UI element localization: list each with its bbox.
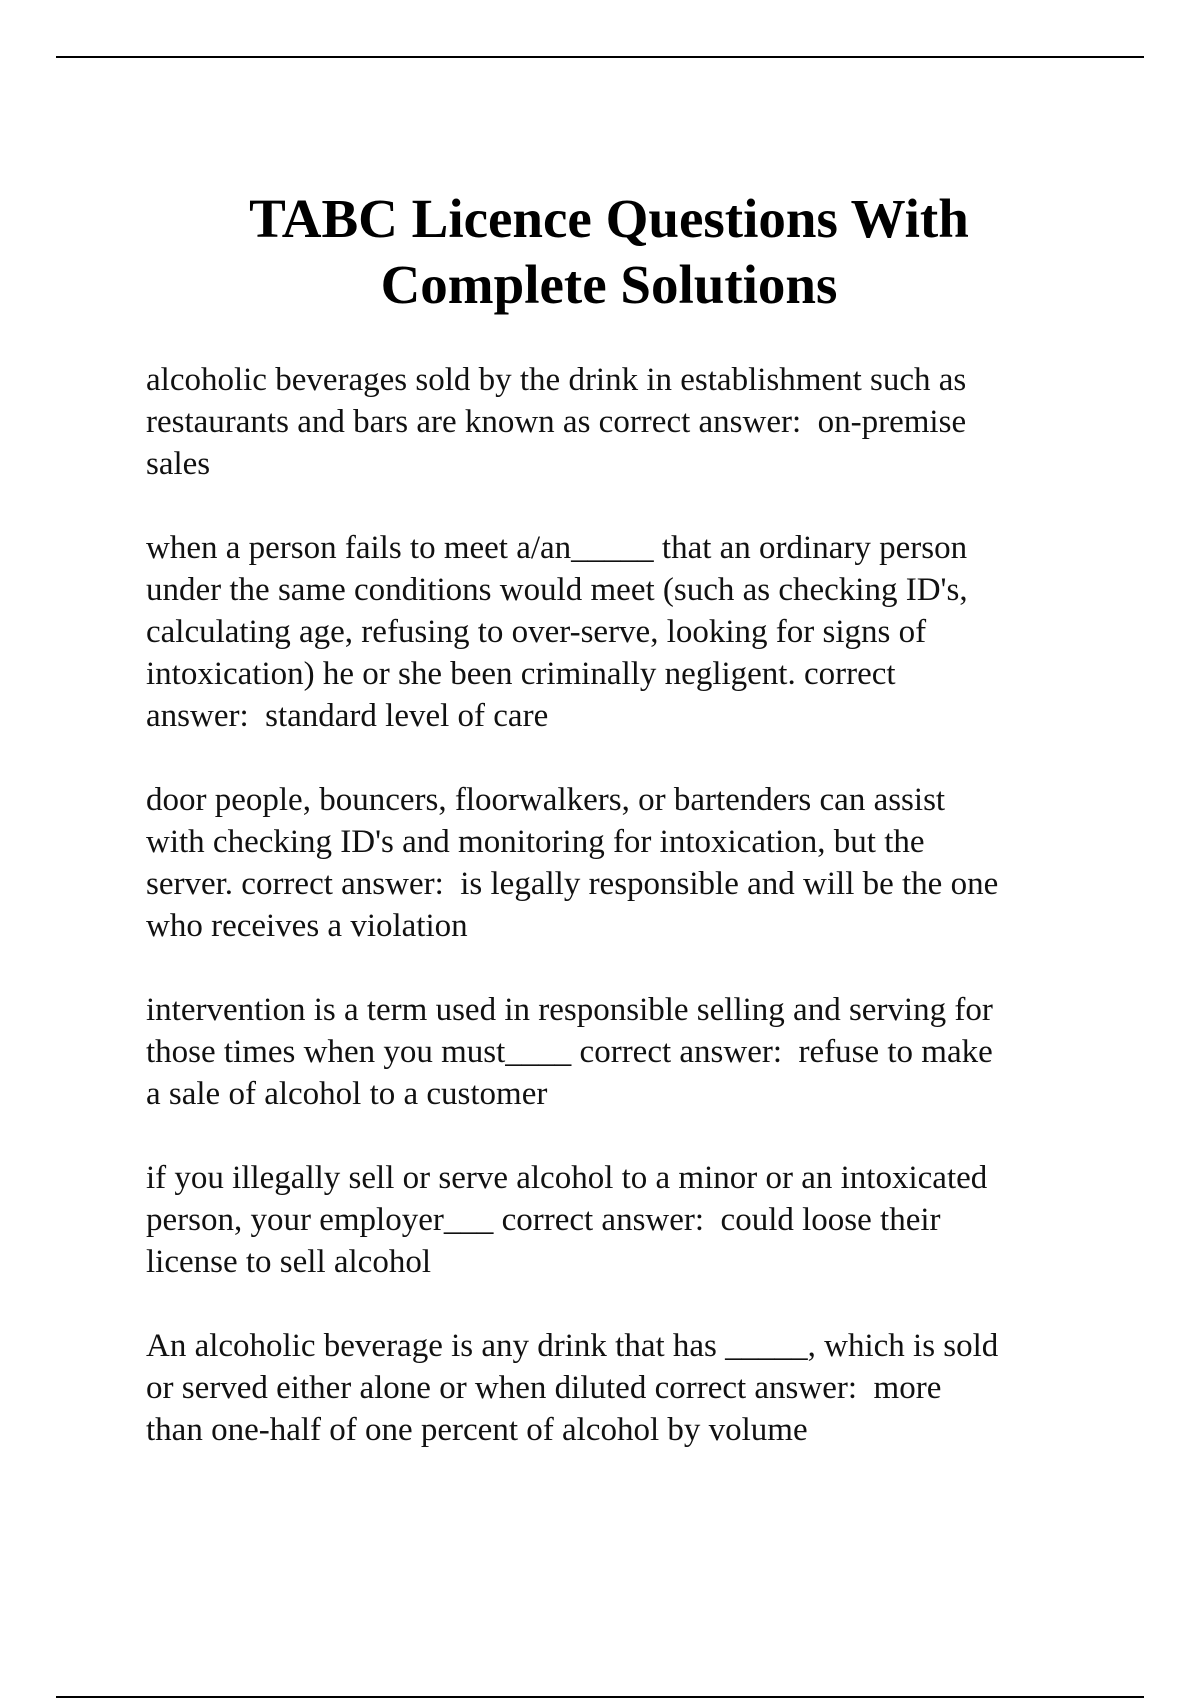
qa-line: door people, bouncers, floorwalkers, or bartenders can assist <box>146 782 946 818</box>
qa-line: alcoholic beverages sold by the drink in establishment such as <box>146 362 967 398</box>
qa-line: server. correct answer: is legally responsible and will be the one <box>146 866 999 902</box>
qa-line: intervention is a term used in responsible selling and serving for <box>146 992 993 1028</box>
qa-line: under the same conditions would meet (such as checking ID's, <box>146 572 968 608</box>
qa-line: intoxication) he or she been criminally negligent. correct <box>146 656 896 692</box>
qa-item <box>146 1157 1146 1283</box>
qa-line: answer: standard level of care <box>146 698 549 734</box>
qa-line: or served either alone or when diluted correct answer: more <box>146 1370 942 1406</box>
qa-line: who receives a violation <box>146 908 468 944</box>
title-line: Complete Solutions <box>380 254 838 315</box>
qa-line: sales <box>146 446 211 482</box>
qa-line: with checking ID's and monitoring for intoxication, but the <box>146 824 925 860</box>
qa-line: restaurants and bars are known as correct answer: on-premise <box>146 404 967 440</box>
qa-line: calculating age, refusing to over-serve, looking for signs of <box>146 614 927 650</box>
qa-item <box>146 527 1146 737</box>
qa-line: than one-half of one percent of alcohol by volume <box>146 1412 808 1448</box>
bottom-rule <box>56 1696 1144 1698</box>
qa-item <box>146 1325 1146 1451</box>
qa-line: if you illegally sell or serve alcohol to a minor or an intoxicated <box>146 1160 988 1196</box>
qa-line: license to sell alcohol <box>146 1244 431 1280</box>
title-line: TABC Licence Questions With <box>249 188 969 249</box>
qa-line: those times when you must____ correct answer: refuse to make <box>146 1034 993 1070</box>
qa-line: when a person fails to meet a/an_____ that an ordinary person <box>146 530 968 566</box>
qa-line: An alcoholic beverage is any drink that has _____, which is sold <box>146 1328 999 1364</box>
qa-item <box>146 359 1146 485</box>
qa-line: person, your employer___ correct answer: could loose their <box>146 1202 941 1238</box>
qa-line: a sale of alcohol to a customer <box>146 1076 548 1112</box>
page-title <box>0 186 1200 318</box>
qa-item <box>146 989 1146 1115</box>
qa-list <box>146 359 1146 1493</box>
top-rule <box>56 56 1144 58</box>
qa-item <box>146 779 1146 947</box>
